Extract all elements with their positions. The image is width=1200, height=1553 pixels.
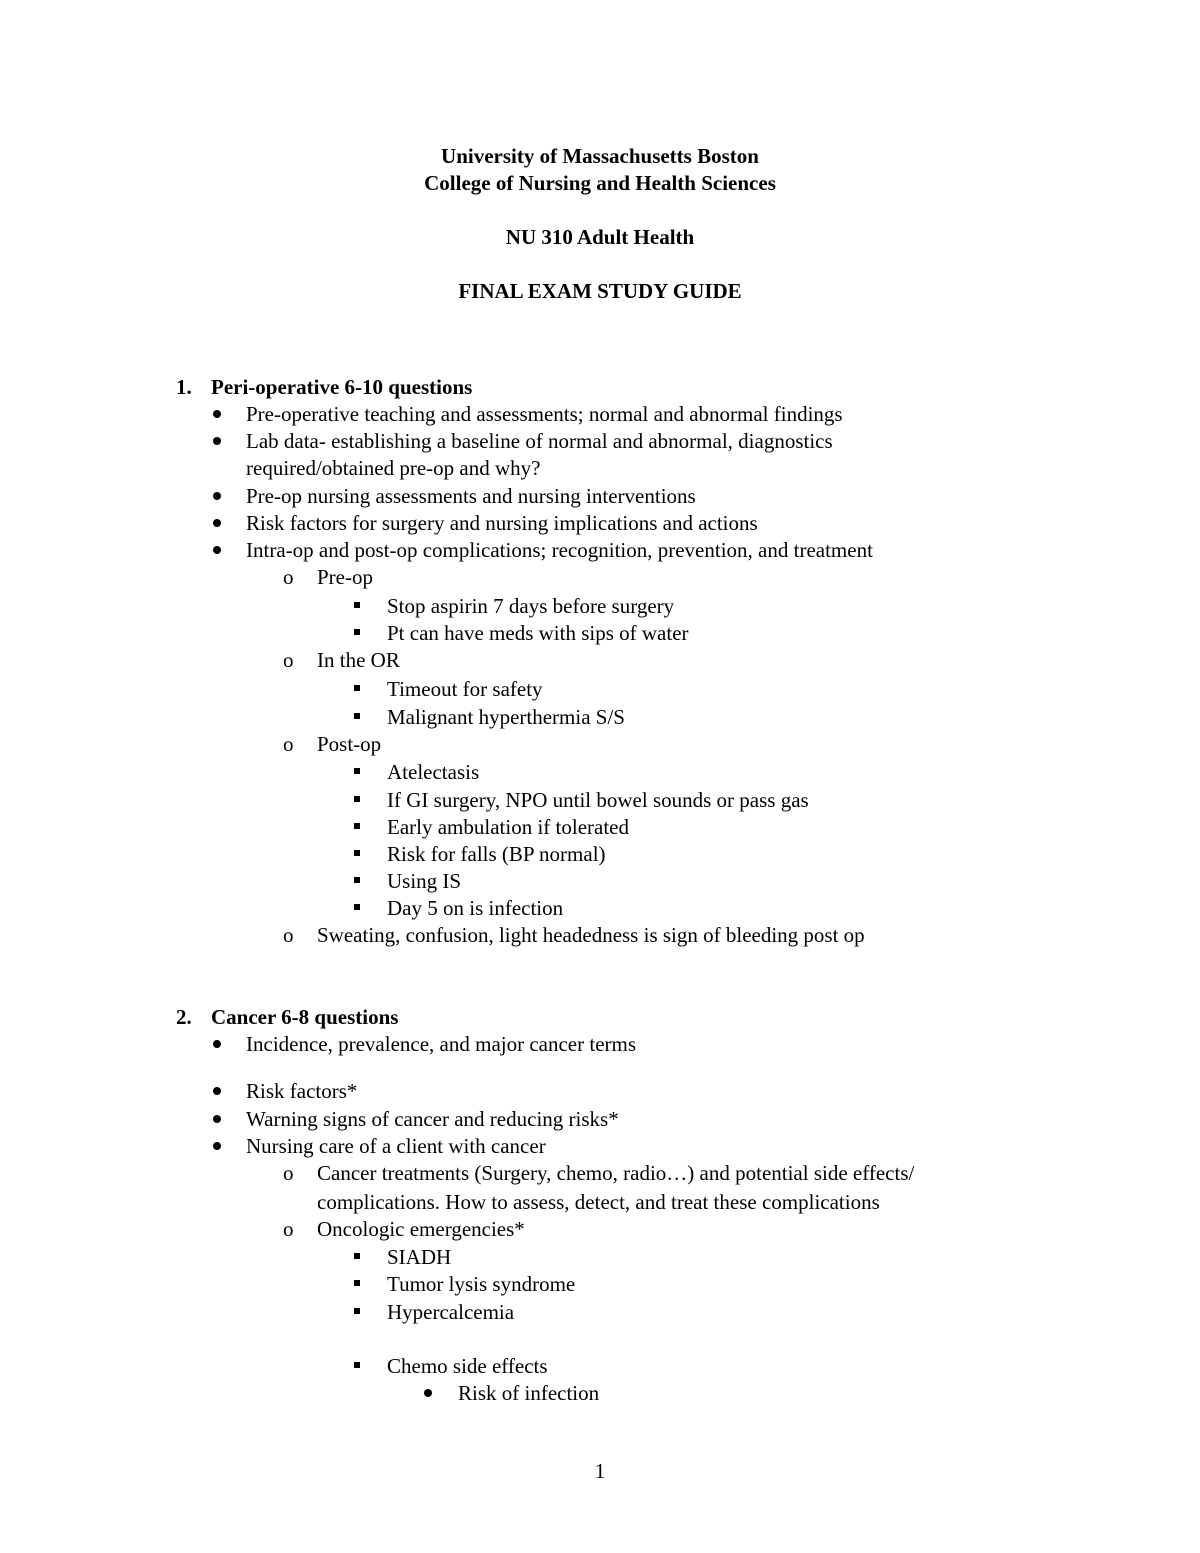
bullet-circle: o bbox=[283, 565, 294, 589]
sub-sub-list-item: Malignant hyperthermia S/S bbox=[387, 705, 625, 729]
list-item: Risk factors for surgery and nursing implications and actions bbox=[246, 511, 758, 535]
bullet-dot bbox=[424, 1389, 432, 1397]
bullet-square bbox=[354, 1280, 360, 1286]
sub-sub-list-item: Using IS bbox=[387, 869, 462, 893]
sub-sub-list-item: If GI surgery, NPO until bowel sounds or pass gas bbox=[387, 788, 809, 812]
page-number: 1 bbox=[594, 1459, 606, 1483]
bullet-square bbox=[354, 713, 360, 719]
bullet-dot bbox=[213, 1087, 221, 1095]
bullet-square bbox=[354, 1253, 360, 1259]
sub-sub-list-item: Early ambulation if tolerated bbox=[387, 815, 629, 839]
sub-list-item-continuation: complications. How to assess, detect, and treat these complications bbox=[317, 1190, 880, 1214]
bullet-square bbox=[354, 685, 360, 691]
bullet-square bbox=[354, 1362, 360, 1368]
sub-sub-list-item: Tumor lysis syndrome bbox=[387, 1272, 576, 1296]
bullet-circle: o bbox=[283, 923, 294, 947]
bullet-dot bbox=[213, 1142, 221, 1150]
bullet-dot bbox=[213, 1115, 221, 1123]
course-title: NU 310 Adult Health bbox=[505, 225, 695, 249]
sub-list-item: Post-op bbox=[317, 732, 382, 756]
sub-sub-list-item: Chemo side effects bbox=[387, 1354, 548, 1378]
list-item: Pre-operative teaching and assessments; normal and abnormal findings bbox=[246, 402, 843, 426]
list-item: Incidence, prevalence, and major cancer terms bbox=[246, 1032, 637, 1056]
bullet-square bbox=[354, 904, 360, 910]
list-item: Nursing care of a client with cancer bbox=[246, 1134, 546, 1158]
bullet-square bbox=[354, 629, 360, 635]
sub-sub-list-item: Atelectasis bbox=[387, 760, 480, 784]
section-number: 1. bbox=[176, 375, 192, 399]
sub-sub-list-item: Hypercalcemia bbox=[387, 1300, 515, 1324]
bullet-dot bbox=[213, 546, 221, 554]
section-number: 2. bbox=[176, 1005, 192, 1029]
bullet-square bbox=[354, 796, 360, 802]
sub-list-item: Sweating, confusion, light headedness is sign of bleeding post op bbox=[317, 923, 865, 947]
sub-list-item: Oncologic emergencies* bbox=[317, 1217, 525, 1241]
list-item: Risk factors* bbox=[246, 1079, 358, 1103]
list-item-continuation: required/obtained pre-op and why? bbox=[246, 456, 541, 480]
sub-sub-list-item: SIADH bbox=[387, 1245, 452, 1269]
bullet-circle: o bbox=[283, 648, 294, 672]
sub-sub-list-item: Risk for falls (BP normal) bbox=[387, 842, 606, 866]
document-title: FINAL EXAM STUDY GUIDE bbox=[458, 279, 742, 303]
sub-sub-list-item: Stop aspirin 7 days before surgery bbox=[387, 594, 675, 618]
university-name: University of Massachusetts Boston bbox=[441, 144, 759, 168]
sub-sub-list-item: Day 5 on is infection bbox=[387, 896, 564, 920]
list-item: Intra-op and post-op complications; recognition, prevention, and treatment bbox=[246, 538, 873, 562]
bullet-dot bbox=[213, 492, 221, 500]
bullet-circle: o bbox=[283, 1161, 294, 1185]
college-name: College of Nursing and Health Sciences bbox=[424, 171, 776, 195]
sub-list-item: In the OR bbox=[317, 648, 400, 672]
sub-list-item: Pre-op bbox=[317, 565, 373, 589]
section-title: Cancer 6-8 questions bbox=[211, 1005, 399, 1029]
list-item: Pre-op nursing assessments and nursing interventions bbox=[246, 484, 696, 508]
list-item: Warning signs of cancer and reducing risks* bbox=[246, 1107, 619, 1131]
bullet-dot bbox=[213, 410, 221, 418]
bullet-dot bbox=[213, 1040, 221, 1048]
section-title: Peri-operative 6-10 questions bbox=[211, 375, 473, 399]
bullet-square bbox=[354, 768, 360, 774]
bullet-square bbox=[354, 602, 360, 608]
list-item: Lab data- establishing a baseline of normal and abnormal, diagnostics bbox=[246, 429, 833, 453]
bullet-dot bbox=[213, 519, 221, 527]
nested-list-item: Risk of infection bbox=[458, 1381, 600, 1405]
sub-list-item: Cancer treatments (Surgery, chemo, radio…) and potential side effects/ bbox=[317, 1161, 915, 1185]
bullet-square bbox=[354, 823, 360, 829]
bullet-square bbox=[354, 850, 360, 856]
bullet-square bbox=[354, 1308, 360, 1314]
bullet-circle: o bbox=[283, 1217, 294, 1241]
sub-sub-list-item: Pt can have meds with sips of water bbox=[387, 621, 689, 645]
sub-sub-list-item: Timeout for safety bbox=[387, 677, 543, 701]
bullet-circle: o bbox=[283, 732, 294, 756]
bullet-square bbox=[354, 877, 360, 883]
bullet-dot bbox=[213, 437, 221, 445]
